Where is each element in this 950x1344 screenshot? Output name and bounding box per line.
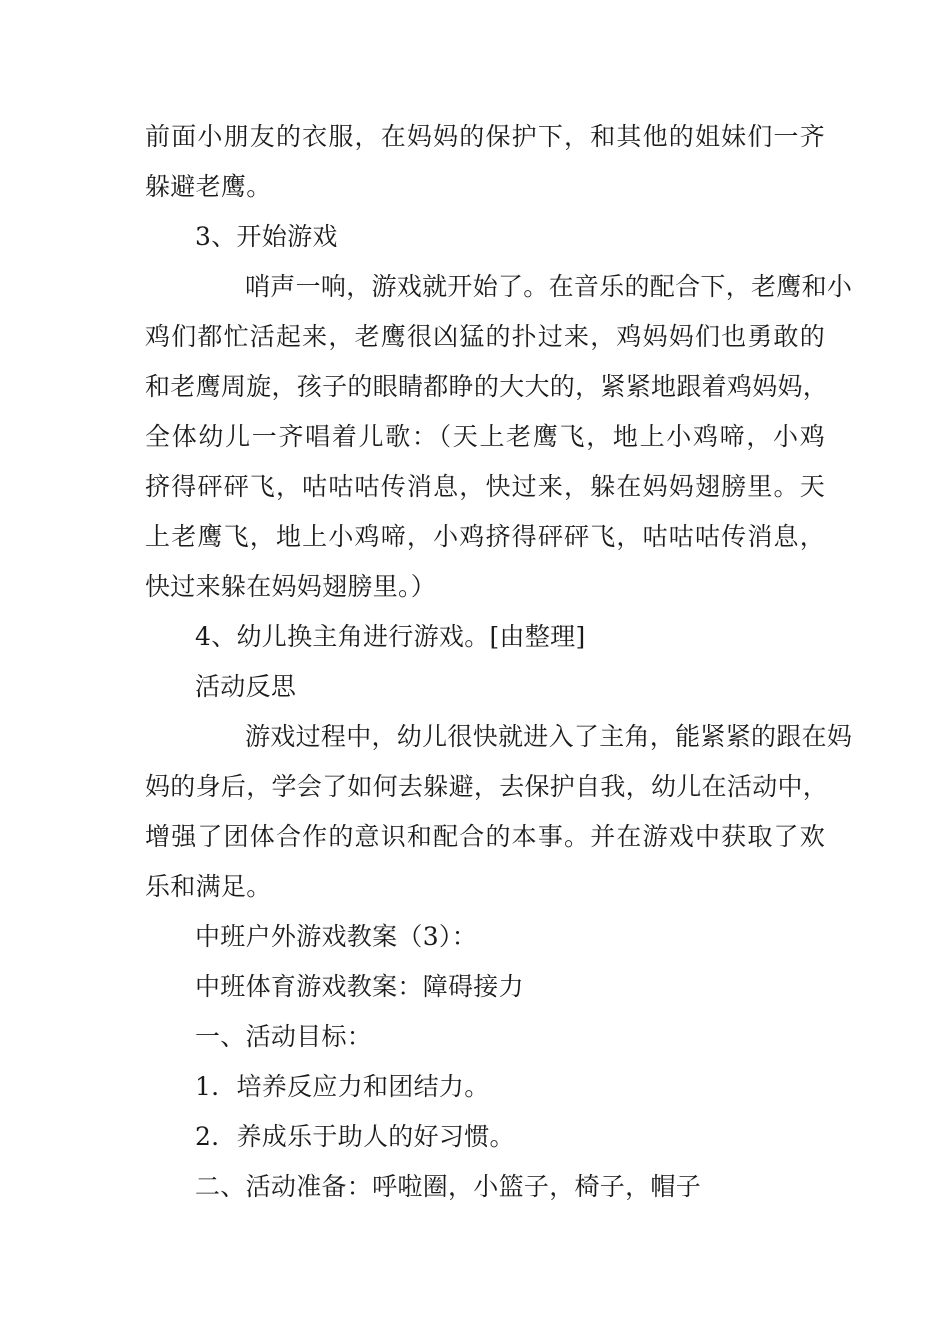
text-line: 和老鹰周旋，孩子的眼睛都睁的大大的，紧紧地跟着鸡妈妈， xyxy=(145,372,829,401)
text-line: 鸡们都忙活起来，老鹰很凶猛的扑过来，鸡妈妈们也勇敢的 xyxy=(145,322,825,351)
text-line: 增强了团体合作的意识和配合的本事。并在游戏中获取了欢 xyxy=(145,822,825,851)
text-line: 中班体育游戏教案：障碍接力 xyxy=(195,972,524,1001)
section-heading-preparation xyxy=(145,1162,825,1212)
text-line: 二、活动准备：呼啦圈，小篮子，椅子，帽子 xyxy=(195,1172,702,1201)
text-line: 上老鹰飞，地上小鸡啼，小鸡挤得砰砰飞，咕咕咕传消息， xyxy=(145,522,825,551)
objective-item-2 xyxy=(145,1112,825,1162)
text-line: 快过来躲在妈妈翅膀里。） xyxy=(145,572,437,601)
text-line: 活动反思 xyxy=(195,672,297,701)
step-3-heading xyxy=(145,212,825,262)
text-line: 妈的身后，学会了如何去躲避，去保护自我，幼儿在活动中， xyxy=(145,772,829,801)
paragraph-reflection xyxy=(145,712,853,912)
text-line: 2．养成乐于助人的好习惯。 xyxy=(195,1122,515,1151)
paragraph-game-description xyxy=(145,262,853,612)
text-line: 乐和满足。 xyxy=(145,872,272,901)
step-4-heading xyxy=(145,612,825,662)
document-body xyxy=(145,112,853,1212)
text-line: 1．培养反应力和团结力。 xyxy=(195,1072,490,1101)
text-line: 3、开始游戏 xyxy=(195,222,338,251)
lesson-plan-title xyxy=(145,912,825,962)
objective-item-1 xyxy=(145,1062,825,1112)
lesson-plan-subtitle xyxy=(145,962,825,1012)
section-heading-reflection xyxy=(145,662,825,712)
text-line: 中班户外游戏教案（3）： xyxy=(195,922,478,951)
text-line: 全体幼儿一齐唱着儿歌：（天上老鹰飞，地上小鸡啼，小鸡 xyxy=(145,422,825,451)
text-line: 4、幼儿换主角进行游戏。[由整理] xyxy=(195,622,586,651)
text-line: 前面小朋友的衣服，在妈妈的保护下，和其他的姐妹们一齐 xyxy=(145,122,825,151)
paragraph-continuation xyxy=(145,112,825,212)
text-line: 躲避老鹰。 xyxy=(145,172,272,201)
text-line: 一、活动目标： xyxy=(195,1022,373,1051)
text-line: 游戏过程中，幼儿很快就进入了主角，能紧紧的跟在妈 xyxy=(245,722,853,751)
section-heading-objectives xyxy=(145,1012,825,1062)
text-line: 哨声一响，游戏就开始了。在音乐的配合下，老鹰和小 xyxy=(245,272,853,301)
text-line: 挤得砰砰飞，咕咕咕传消息，快过来，躲在妈妈翅膀里。天 xyxy=(145,472,825,501)
